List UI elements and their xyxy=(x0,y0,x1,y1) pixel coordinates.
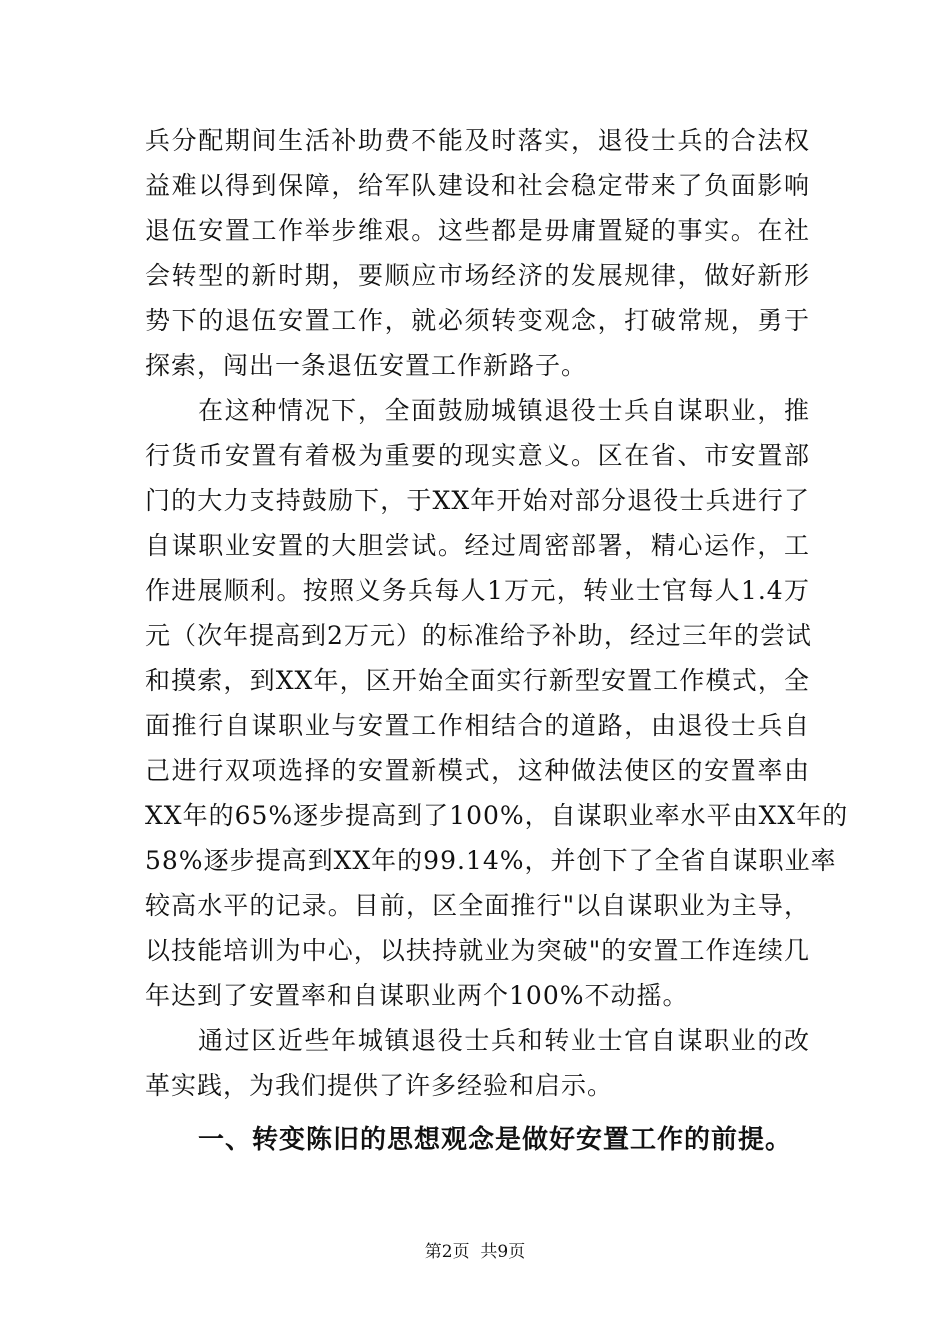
paragraph-2-line-6: 元（次年提高到2万元）的标准给予补助，经过三年的尝试 xyxy=(145,621,812,650)
paragraph-2-line-3: 门的大力支持鼓励下，于XX年开始对部分退役士兵进行了 xyxy=(145,486,810,515)
paragraph-1-line-1: 兵分配期间生活补助费不能及时落实，退役士兵的合法权 xyxy=(145,126,810,155)
paragraph-2-line-1: 在这种情况下，全面鼓励城镇退役士兵自谋职业，推 xyxy=(198,396,810,425)
paragraph-2-line-13: 以技能培训为中心，以扶持就业为突破"的安置工作连续几 xyxy=(145,936,810,965)
paragraph-3-line-2: 革实践，为我们提供了许多经验和启示。 xyxy=(145,1071,614,1100)
paragraph-3-line-1: 通过区近些年城镇退役士兵和转业士官自谋职业的改 xyxy=(198,1026,810,1055)
paragraph-2-line-14: 年达到了安置率和自谋职业两个100%不动摇。 xyxy=(145,981,689,1010)
paragraph-2-line-7: 和摸索，到XX年，区开始全面实行新型安置工作模式，全 xyxy=(145,666,810,695)
paragraph-1-line-4: 会转型的新时期，要顺应市场经济的发展规律，做好新形 xyxy=(145,261,810,290)
paragraph-2-line-5: 作进展顺利。按照义务兵每人1万元，转业士官每人1.4万 xyxy=(145,576,810,605)
paragraph-2-line-9: 己进行双项选择的安置新模式，这种做法使区的安置率由 xyxy=(145,756,810,785)
paragraph-2-line-8: 面推行自谋职业与安置工作相结合的道路，由退役士兵自 xyxy=(145,711,810,740)
paragraph-1-line-3: 退伍安置工作举步维艰。这些都是毋庸置疑的事实。在社 xyxy=(145,216,810,245)
paragraph-1-line-6: 探索，闯出一条退伍安置工作新路子。 xyxy=(145,351,588,380)
paragraph-1-line-2: 益难以得到保障，给军队建设和社会稳定带来了负面影响 xyxy=(145,171,810,200)
paragraph-2-line-4: 自谋职业安置的大胆尝试。经过周密部署，精心运作，工 xyxy=(145,531,810,560)
paragraph-2-line-12: 较高水平的记录。目前，区全面推行"以自谋职业为主导， xyxy=(145,891,810,920)
section-heading: 一、转变陈旧的思想观念是做好安置工作的前提。 xyxy=(198,1125,793,1155)
paragraph-2-line-2: 行货币安置有着极为重要的现实意义。区在省、市安置部 xyxy=(145,441,810,470)
paragraph-2-line-10: XX年的65%逐步提高到了100%，自谋职业率水平由XX年的 xyxy=(145,801,849,830)
page-number-footer: 第2页 共9页 xyxy=(424,1242,526,1262)
paragraph-1-line-5: 势下的退伍安置工作，就必须转变观念，打破常规，勇于 xyxy=(145,306,810,335)
paragraph-2-line-11: 58%逐步提高到XX年的99.14%，并创下了全省自谋职业率 xyxy=(145,846,837,875)
